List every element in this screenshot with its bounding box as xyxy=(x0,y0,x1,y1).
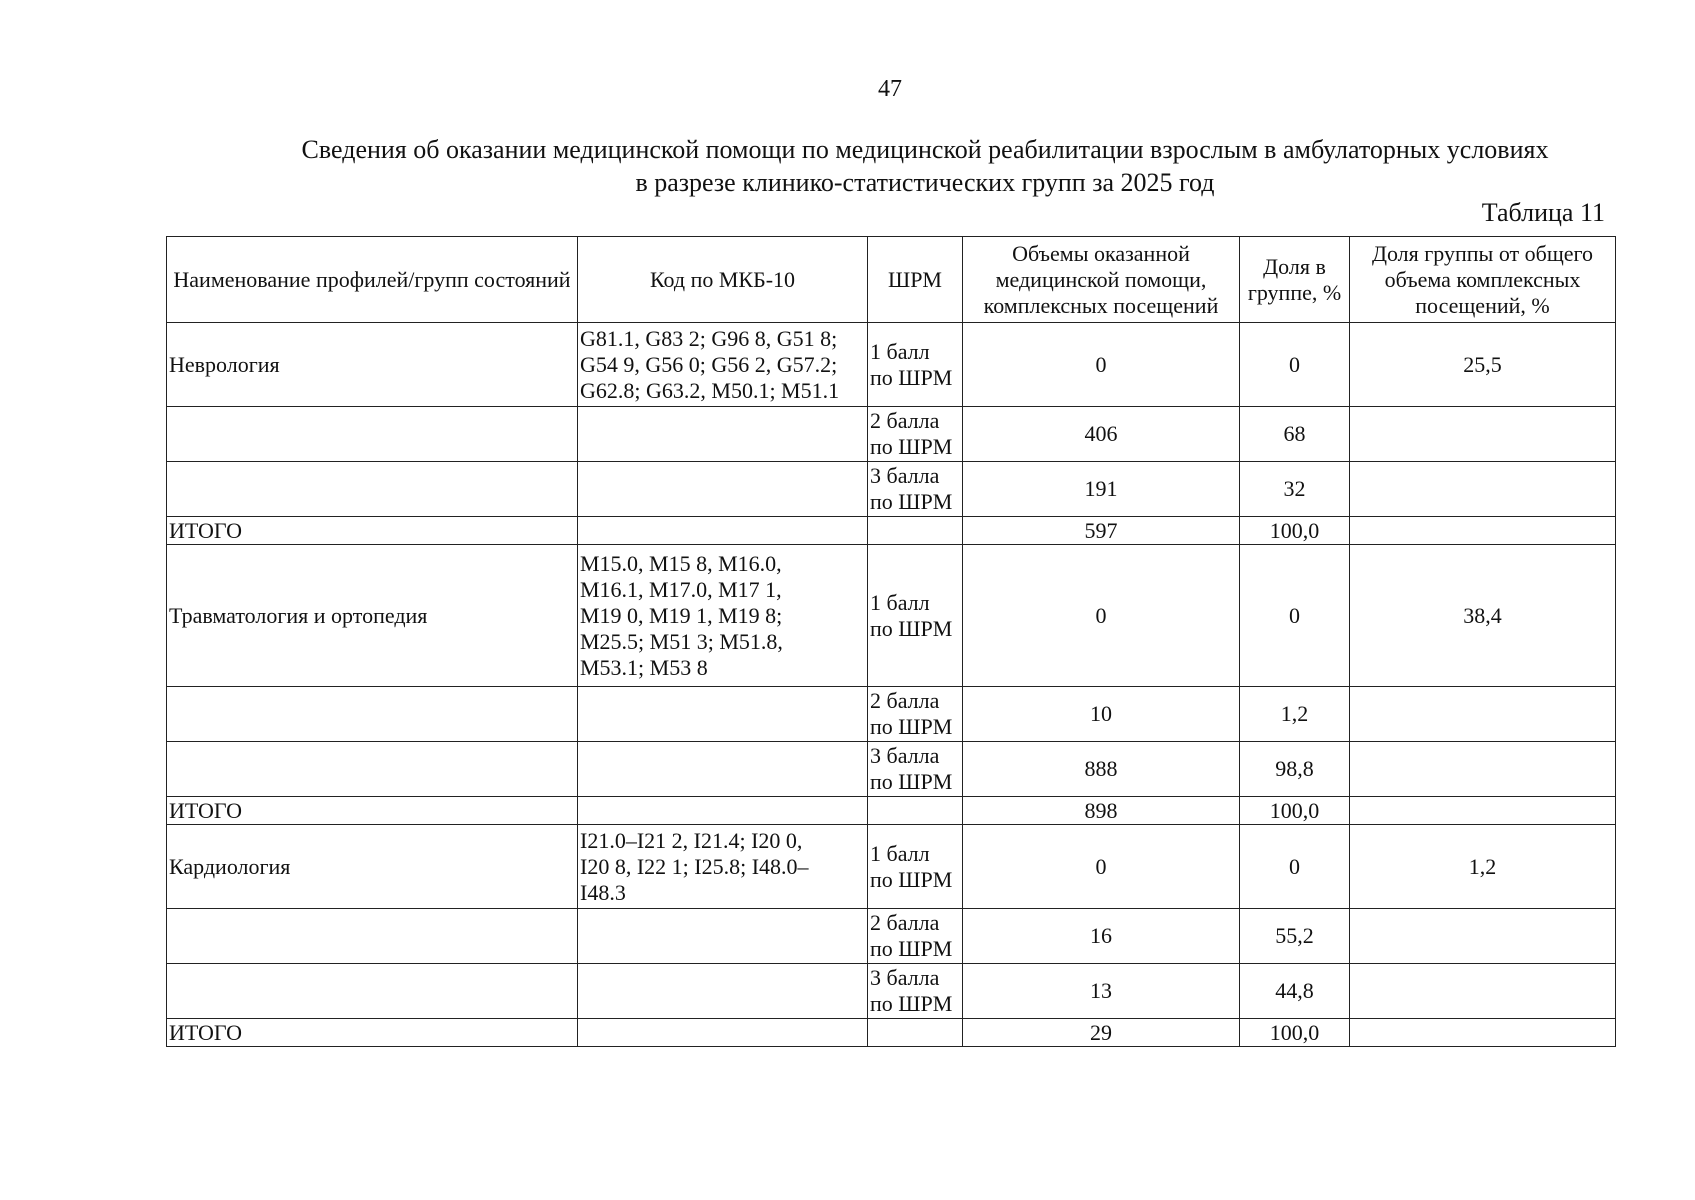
header-shrm: ШРМ xyxy=(868,237,963,323)
header-name: Наименование профилей/групп состояний xyxy=(167,237,578,323)
document-title xyxy=(240,133,1610,199)
title-line-2: в разрезе клинико-статистических групп за 2025 год xyxy=(635,168,1215,197)
total-share: 100,0 xyxy=(1240,1019,1350,1047)
shrm-score: 2 балла по ШРМ xyxy=(868,407,963,462)
header-code: Код по МКБ-10 xyxy=(578,237,868,323)
table-row xyxy=(167,964,1616,1019)
shrm-score: 3 балла по ШРМ xyxy=(868,742,963,797)
group-share-cell: 1,2 xyxy=(1350,825,1616,909)
volume-cell: 16 xyxy=(963,909,1240,964)
share-cell: 0 xyxy=(1240,545,1350,687)
total-volume: 29 xyxy=(963,1019,1240,1047)
volume-cell: 0 xyxy=(963,323,1240,407)
page-number: 47 xyxy=(878,76,902,102)
volume-cell: 406 xyxy=(963,407,1240,462)
icd-codes: M15.0, M15 8, M16.0, M16.1, M17.0, M17 1, M19 0, M19 1, M19 8; M25.5; M51 3; M51.8, M53.1; M53 8 xyxy=(578,545,868,687)
header-group-share: Доля группы от общего объема комплексных посещений, % xyxy=(1350,237,1616,323)
total-volume: 597 xyxy=(963,517,1240,545)
share-cell: 98,8 xyxy=(1240,742,1350,797)
share-cell: 0 xyxy=(1240,323,1350,407)
total-row xyxy=(167,797,1616,825)
total-label: ИТОГО xyxy=(167,797,578,825)
table-row xyxy=(167,323,1616,407)
shrm-score: 1 балл по ШРМ xyxy=(868,545,963,687)
total-row xyxy=(167,1019,1616,1047)
total-label: ИТОГО xyxy=(167,517,578,545)
group-name: Неврология xyxy=(167,323,578,407)
table-row xyxy=(167,687,1616,742)
shrm-score: 3 балла по ШРМ xyxy=(868,964,963,1019)
total-row xyxy=(167,517,1616,545)
total-share: 100,0 xyxy=(1240,517,1350,545)
group-name: Кардиология xyxy=(167,825,578,909)
rehab-table xyxy=(166,236,1616,1047)
icd-codes: G81.1, G83 2; G96 8, G51 8; G54 9, G56 0; G56 2, G57.2; G62.8; G63.2, M50.1; M51.1 xyxy=(578,323,868,407)
share-cell: 0 xyxy=(1240,825,1350,909)
table-row xyxy=(167,742,1616,797)
total-share: 100,0 xyxy=(1240,797,1350,825)
shrm-score: 3 балла по ШРМ xyxy=(868,462,963,517)
table-row xyxy=(167,909,1616,964)
volume-cell: 13 xyxy=(963,964,1240,1019)
volume-cell: 888 xyxy=(963,742,1240,797)
volume-cell: 10 xyxy=(963,687,1240,742)
share-cell: 32 xyxy=(1240,462,1350,517)
table-row xyxy=(167,407,1616,462)
table-row xyxy=(167,462,1616,517)
shrm-score: 2 балла по ШРМ xyxy=(868,687,963,742)
shrm-score: 1 балл по ШРМ xyxy=(868,825,963,909)
volume-cell: 0 xyxy=(963,545,1240,687)
group-share-cell: 25,5 xyxy=(1350,323,1616,407)
group-name: Травматология и ортопедия xyxy=(167,545,578,687)
table-row xyxy=(167,545,1616,687)
total-label: ИТОГО xyxy=(167,1019,578,1047)
share-cell: 1,2 xyxy=(1240,687,1350,742)
table-caption: Таблица 11 xyxy=(1481,198,1605,227)
header-share-in-group: Доля в группе, % xyxy=(1240,237,1350,323)
share-cell: 68 xyxy=(1240,407,1350,462)
header-row xyxy=(167,237,1616,323)
share-cell: 55,2 xyxy=(1240,909,1350,964)
volume-cell: 0 xyxy=(963,825,1240,909)
icd-codes: I21.0–I21 2, I21.4; I20 0, I20 8, I22 1; I25.8; I48.0– I48.3 xyxy=(578,825,868,909)
shrm-score: 1 балл по ШРМ xyxy=(868,323,963,407)
volume-cell: 191 xyxy=(963,462,1240,517)
header-volume: Объемы оказанной медицинской помощи, комплексных посещений xyxy=(963,237,1240,323)
title-line-1: Сведения об оказании медицинской помощи по медицинской реабилитации взрослым в амбулаторных условиях xyxy=(301,135,1549,164)
shrm-score: 2 балла по ШРМ xyxy=(868,909,963,964)
total-volume: 898 xyxy=(963,797,1240,825)
group-share-cell: 38,4 xyxy=(1350,545,1616,687)
share-cell: 44,8 xyxy=(1240,964,1350,1019)
table-row xyxy=(167,825,1616,909)
